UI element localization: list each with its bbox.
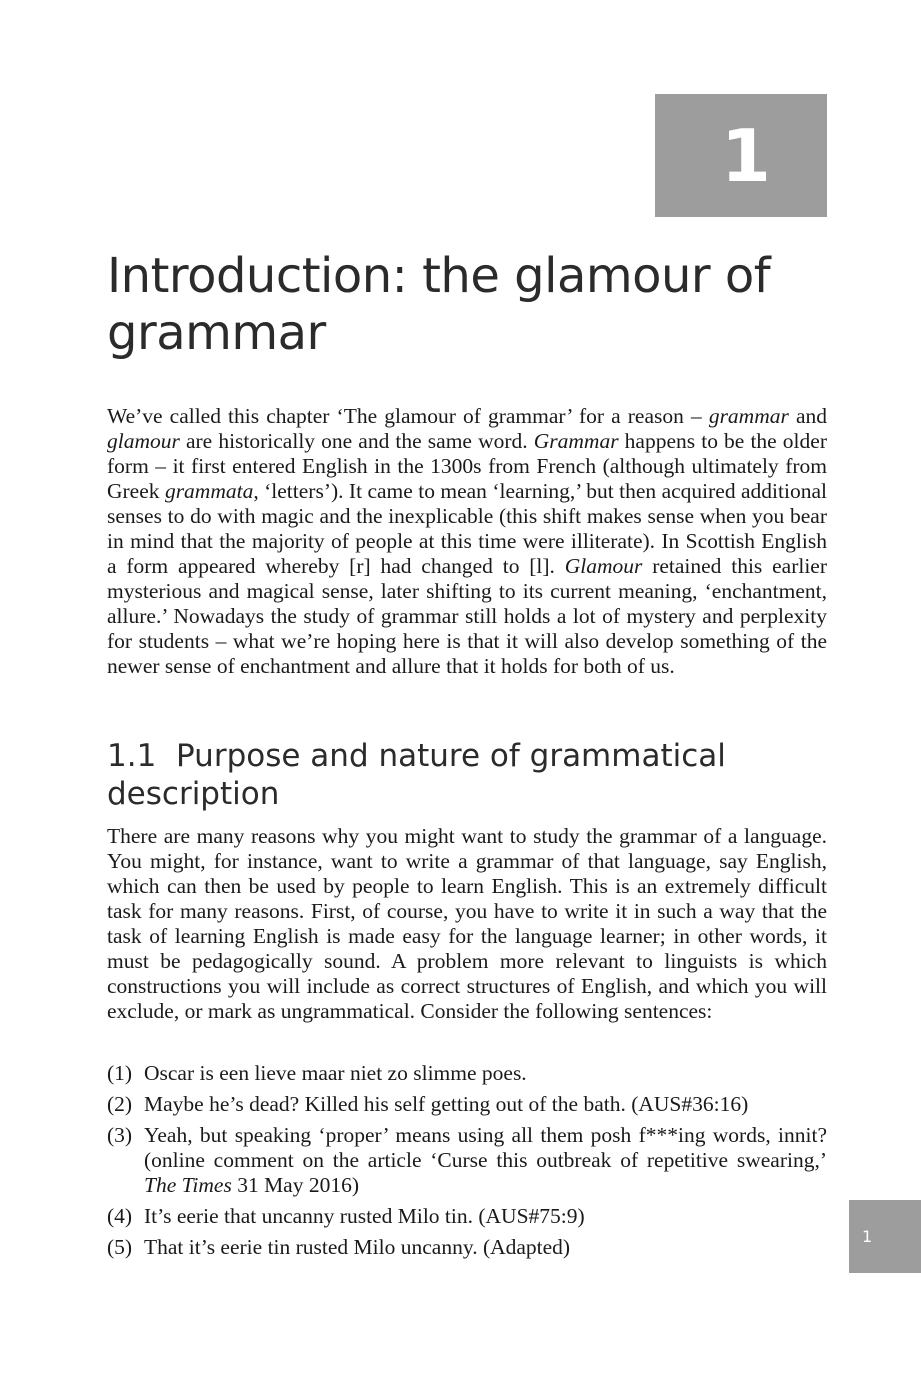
intro-term: Grammar	[533, 429, 619, 453]
chapter-title: Introduction: the glamour of grammar	[107, 248, 771, 361]
page-number: 1	[862, 1227, 873, 1246]
intro-term: grammata	[164, 479, 254, 503]
intro-term: grammar	[708, 404, 789, 428]
section-paragraph: There are many reasons why you might want to study the grammar of a language. You might, for instance, want to write a grammar of that language, say English, which can then be used by people to learn English. This is an extremely difficult task for many reasons. First, of course, you have to write it in such a way that the task of learning English is made easy for the language learner; in other words, it must be pedagogically sound. A problem more relevant to linguists is which constructions you will include as correct structures of English, and which you will exclude, or mark as ungrammatical. Consider the following sentences:	[107, 824, 827, 1023]
example-list	[107, 1061, 827, 1266]
example-text-part: 31 May 2016)	[231, 1173, 360, 1197]
section-heading	[107, 737, 827, 813]
example-text: It’s eerie that uncanny rusted Milo tin. (AUS#75:9)	[144, 1204, 585, 1228]
intro-paragraph	[107, 404, 827, 679]
page-number-tab	[849, 1200, 921, 1273]
section-number: 1.1	[107, 738, 157, 774]
intro-text: happens to be the older form – it first entered English in the 1300s from French (although ultimately from Greek	[107, 429, 827, 503]
intro-text: and	[788, 404, 827, 428]
example-item	[107, 1204, 827, 1229]
example-number: (4)	[107, 1204, 133, 1228]
intro-text: are historically one and the same word.	[179, 429, 534, 453]
example-text: Oscar is een lieve maar niet zo slimme poes.	[144, 1061, 527, 1085]
newspaper-title: The Times	[144, 1173, 232, 1197]
chapter-number: 1	[720, 113, 771, 198]
example-item	[107, 1123, 827, 1198]
example-text: Maybe he’s dead? Killed his self getting out of the bath. (AUS#36:16)	[144, 1092, 749, 1116]
example-item	[107, 1235, 827, 1260]
example-text	[144, 1123, 827, 1198]
example-item	[107, 1092, 827, 1117]
intro-term: Glamour	[564, 554, 643, 578]
chapter-number-box	[655, 94, 827, 217]
intro-text: We’ve called this chapter ‘The glamour of grammar’ for a reason –	[107, 404, 709, 428]
section-title: Purpose and nature of grammatical description	[107, 738, 726, 812]
example-text-part: Yeah, but speaking ‘proper’ means using all them posh f***ing words, innit? (online comment on the article ‘Curse this outbreak of repetitive swearing,’	[144, 1123, 827, 1172]
intro-text: , ‘letters’). It came to mean ‘learning,’ but then acquired additional senses to do with magic and the inexplicable (this shift makes sense when you bear in mind that the majority of people at this time were illiterate). In Scottish English a form appeared whereby [r] had changed to [l].	[107, 479, 827, 578]
example-number: (3)	[107, 1123, 133, 1147]
intro-term: glamour	[107, 429, 180, 453]
example-text: That it’s eerie tin rusted Milo uncanny. (Adapted)	[144, 1235, 571, 1259]
example-number: (5)	[107, 1235, 133, 1259]
example-number: (2)	[107, 1092, 133, 1116]
example-number: (1)	[107, 1061, 133, 1085]
example-item	[107, 1061, 827, 1086]
intro-text: retained this earlier mysterious and magical sense, later shifting to its current meaning, ‘enchantment, allure.’ Nowadays the study of grammar still holds a lot of mystery and perplexity for students – what we’re hoping here is that it will also develop something of the newer sense of enchantment and allure that it holds for both of us.	[107, 554, 827, 678]
